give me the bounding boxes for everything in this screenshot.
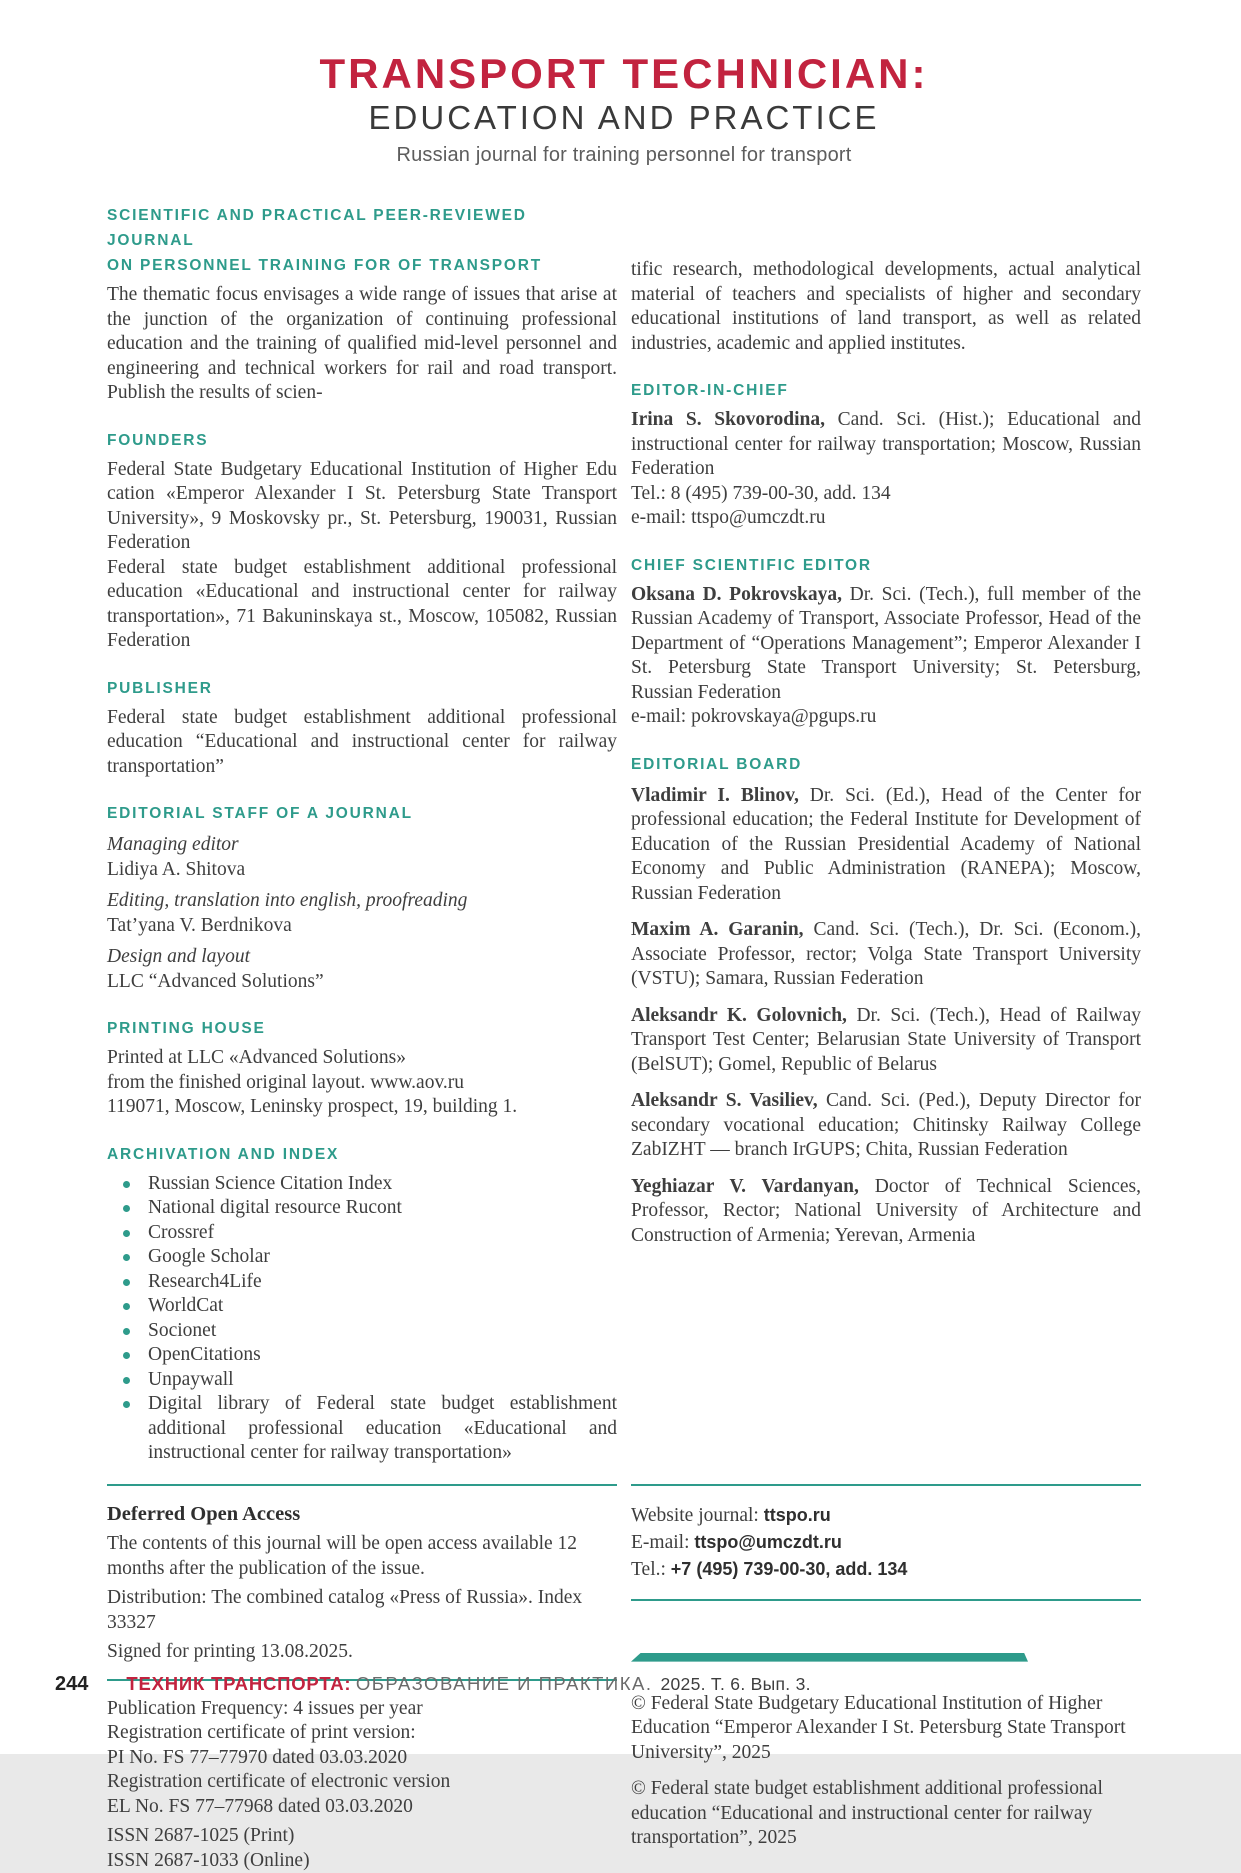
issn-online: ISSN 2687-1033 (Online) [107,1849,310,1871]
person-name: Aleksandr K. Golovnich, [631,1004,847,1026]
person-credentials: Dr. Sci. (Tech.), full member of the Russian Academy of Transport, Associate Professor, Head of the Department of “Operations Management”; Emperor Alexander I St. Petersburg State Transport University; St. Petersburg, Russian Federation [631,583,1141,703]
staff-entry [107,945,617,994]
copyright-university: © Federal State Budgetary Educational Institution of Higher Education “Emperor Alexander I St. Petersburg State Transport University”, 2025 [631,1692,1126,1763]
archivation-item: Google Scholar [107,1245,617,1270]
person-credentials: Dr. Sci. (Tech.), Head of Railway Transport Test Center; Belarusian State University of Transport (BelSUT); Gomel, Republic of Belarus [631,1004,1141,1075]
page-number: 244 [55,1673,89,1695]
email-link[interactable]: ttspo@umczdt.ru [694,1531,842,1552]
staff-role: Design and layout [107,946,250,968]
tel-line: Tel.: +7 (495) 739-00-30, add. 134 [631,1558,908,1580]
journal-title: TRANSPORT TECHNICIAN: [319,50,929,97]
publication-info [107,1697,617,1873]
person-credentials: Doctor of Technical Sciences, Professor, Rector; National University of Architecture and Construction of Armenia; Yerevan, Armenia [631,1175,1141,1246]
footer-issue-info: 2025. Т. 6. Вып. 3. [660,1674,811,1694]
staff-role: Managing editor [107,834,239,856]
journal-tagline: Russian journal for training personnel for transport [396,144,852,167]
open-access-text: The contents of this journal will be open access available 12 months after the publication of the issue. [107,1533,578,1579]
archivation-item: OpenCitations [107,1343,617,1368]
person-name: Irina S. Skovorodina, [631,409,825,431]
registration-electronic-label: Registration certificate of electronic version [107,1771,451,1793]
website-line: Website journal: ttspo.ru [631,1504,831,1526]
contacts-block [631,1502,1141,1583]
board-member [631,918,1141,992]
person-name: Aleksandr S. Vasiliev, [631,1090,818,1112]
section-heading-publisher: PUBLISHER [107,679,213,697]
journal-subtitle-en: EDUCATION AND PRACTICE [368,99,880,137]
archivation-item: Crossref [107,1221,617,1246]
publication-frequency: Publication Frequency: 4 issues per year [107,1697,423,1719]
masthead [107,52,1141,167]
open-access-block [107,1502,617,1665]
staff-entry [107,889,617,938]
section-heading-journal-type: SCIENTIFIC AND PRACTICAL PEER-REVIEWED JOURNAL ON PERSONNEL TRAINING FOR OF TRANSPORT [107,207,542,275]
person-credentials: Cand. Sci. (Hist.); Educational and instructional center for railway transportation; Moscow, Russian Federation [631,409,1142,480]
section-heading-editor-in-chief: EDITOR-IN-CHIEF [631,382,789,400]
about-text: The thematic focus envisages a wide range of issues that arise at the junction of the organization of continuing professional education and the training of qualified mid-level personnel and engineering and technical workers for rail and road transport. Publish the results of scien- [107,284,617,404]
website-link[interactable]: ttspo.ru [763,1504,831,1525]
section-heading-printing-house: PRINTING HOUSE [107,1020,266,1038]
founder-1: Federal State Budgetary Educational Institution of Higher Edu cation «Emperor Alexander I St. Petersburg State Transport University», 9 Moskovsky pr., St. Petersburg, 190031, Russian Federation [107,458,617,554]
issn-print: ISSN 2687-1025 (Print) [107,1825,295,1847]
registration-electronic-number: EL No. FS 77–77968 dated 03.03.2020 [107,1795,413,1817]
archivation-item: National digital resource Rucont [107,1196,617,1221]
archivation-item: Unpaywall [107,1368,617,1393]
registration-print-label: Registration certificate of print version: [107,1722,416,1744]
printing-line: Printed at LLC «Advanced Solutions» [107,1047,406,1069]
archivation-item: Russian Science Citation Index [107,1172,617,1197]
board-member [631,1004,1141,1078]
right-column [631,203,1141,1466]
left-column [107,203,617,1466]
person-name: Yeghiazar V. Vardanyan, [631,1175,859,1197]
distribution-text: Distribution: The combined catalog «Press of Russia». Index 33327 [107,1587,583,1633]
person-name: Maxim A. Garanin, [631,919,804,941]
archivation-item: Digital library of Federal state budget establishment additional professional education «Educational and instructional center for railway transportation» [107,1392,617,1466]
board-member [631,1175,1141,1249]
section-heading-founders: FOUNDERS [107,431,209,449]
footer-journal-name: ТЕХНИК ТРАНСПОРТА: [126,1673,352,1694]
staff-role: Editing, translation into english, proofreading [107,890,468,912]
editor-in-chief-email[interactable]: e-mail: ttspo@umczdt.ru [631,507,826,529]
registration-print-number: PI No. FS 77–77970 dated 03.03.2020 [107,1746,408,1768]
teal-accent-bar [631,1653,1028,1662]
page-footer [55,1673,811,1696]
left-bottom-block [107,1466,617,1873]
founder-2: Federal state budget establishment additional professional education «Educational and instructional center for railway transportation», 71 Bakuninskaya st., Moscow, 105082, Russian Federation [107,556,617,652]
person-credentials: Cand. Sci. (Tech.), Dr. Sci. (Econom.), Associate Professor, rector; Volga State Transport University (VSTU); Samara, Russian Federation [631,919,1141,990]
person-name: Vladimir I. Blinov, [631,784,799,806]
printing-line: 119071, Moscow, Leninsky prospect, 19, building 1. [107,1096,518,1118]
editor-in-chief-tel: Tel.: 8 (495) 739-00-30, add. 134 [631,482,891,504]
copyright-center: © Federal state budget establishment additional professional education “Educational and instructional center for railway transportation”, 2025 [631,1778,1103,1849]
section-heading-archivation: ARCHIVATION AND INDEX [107,1145,340,1163]
staff-entry [107,833,617,882]
section-heading-editorial-staff: EDITORIAL STAFF OF A JOURNAL [107,805,413,823]
staff-name: Lidiya A. Shitova [107,858,246,880]
signed-for-printing: Signed for printing 13.08.2025. [107,1641,353,1663]
printing-line: from the finished original layout. www.aov.ru [107,1071,465,1093]
staff-name: LLC “Advanced Solutions” [107,970,324,992]
footer-journal-subtitle: ОБРАЗОВАНИЕ И ПРАКТИКА. [355,1673,653,1694]
chief-scientific-editor-email[interactable]: e-mail: pokrovskaya@pgups.ru [631,706,877,728]
about-text-continuation: tific research, methodological developments, actual analytical material of teachers and specialists of higher and secondary educational institutions of land transport, as well as related industries, academic and applied institutes. [631,259,1141,354]
archivation-item: Socionet [107,1319,617,1344]
archivation-item: Research4Life [107,1270,617,1295]
right-bottom-block [631,1466,1141,1873]
publisher-text: Federal state budget establishment additional professional education “Educational and instructional center for railway transportation” [107,706,617,777]
staff-name: Tat’yana V. Berdnikova [107,914,292,936]
divider [631,1599,1141,1601]
person-name: Oksana D. Pokrovskaya, [631,583,843,605]
tel-value: +7 (495) 739-00-30, add. 134 [670,1558,908,1579]
chief-scientific-editor-entry [631,583,1141,706]
board-member [631,1089,1141,1163]
divider [631,1484,1141,1486]
board-member [631,784,1141,907]
section-heading-editorial-board: EDITORIAL BOARD [631,755,803,773]
section-heading-chief-scientific-editor: CHIEF SCIENTIFIC EDITOR [631,556,872,574]
person-credentials: Dr. Sci. (Ed.), Head of the Center for professional education; the Federal Institute for Development of Education of the Russian Presidential Academy of National Economy and Public Administration (RANEPA); Moscow, Russian Federation [631,784,1141,904]
archivation-item: WorldCat [107,1294,617,1319]
divider [107,1484,617,1486]
editor-in-chief-entry [631,408,1141,482]
email-line: E-mail: ttspo@umczdt.ru [631,1531,842,1553]
archivation-list [107,1172,617,1466]
person-credentials: Cand. Sci. (Ped.), Deputy Director for secondary vocational education; Chitinsky Railway College ZabIZHT — branch IrGUPS; Chita, Russian Federation [631,1090,1141,1161]
copyright-block [631,1692,1141,1851]
open-access-heading: Deferred Open Access [107,1502,301,1525]
